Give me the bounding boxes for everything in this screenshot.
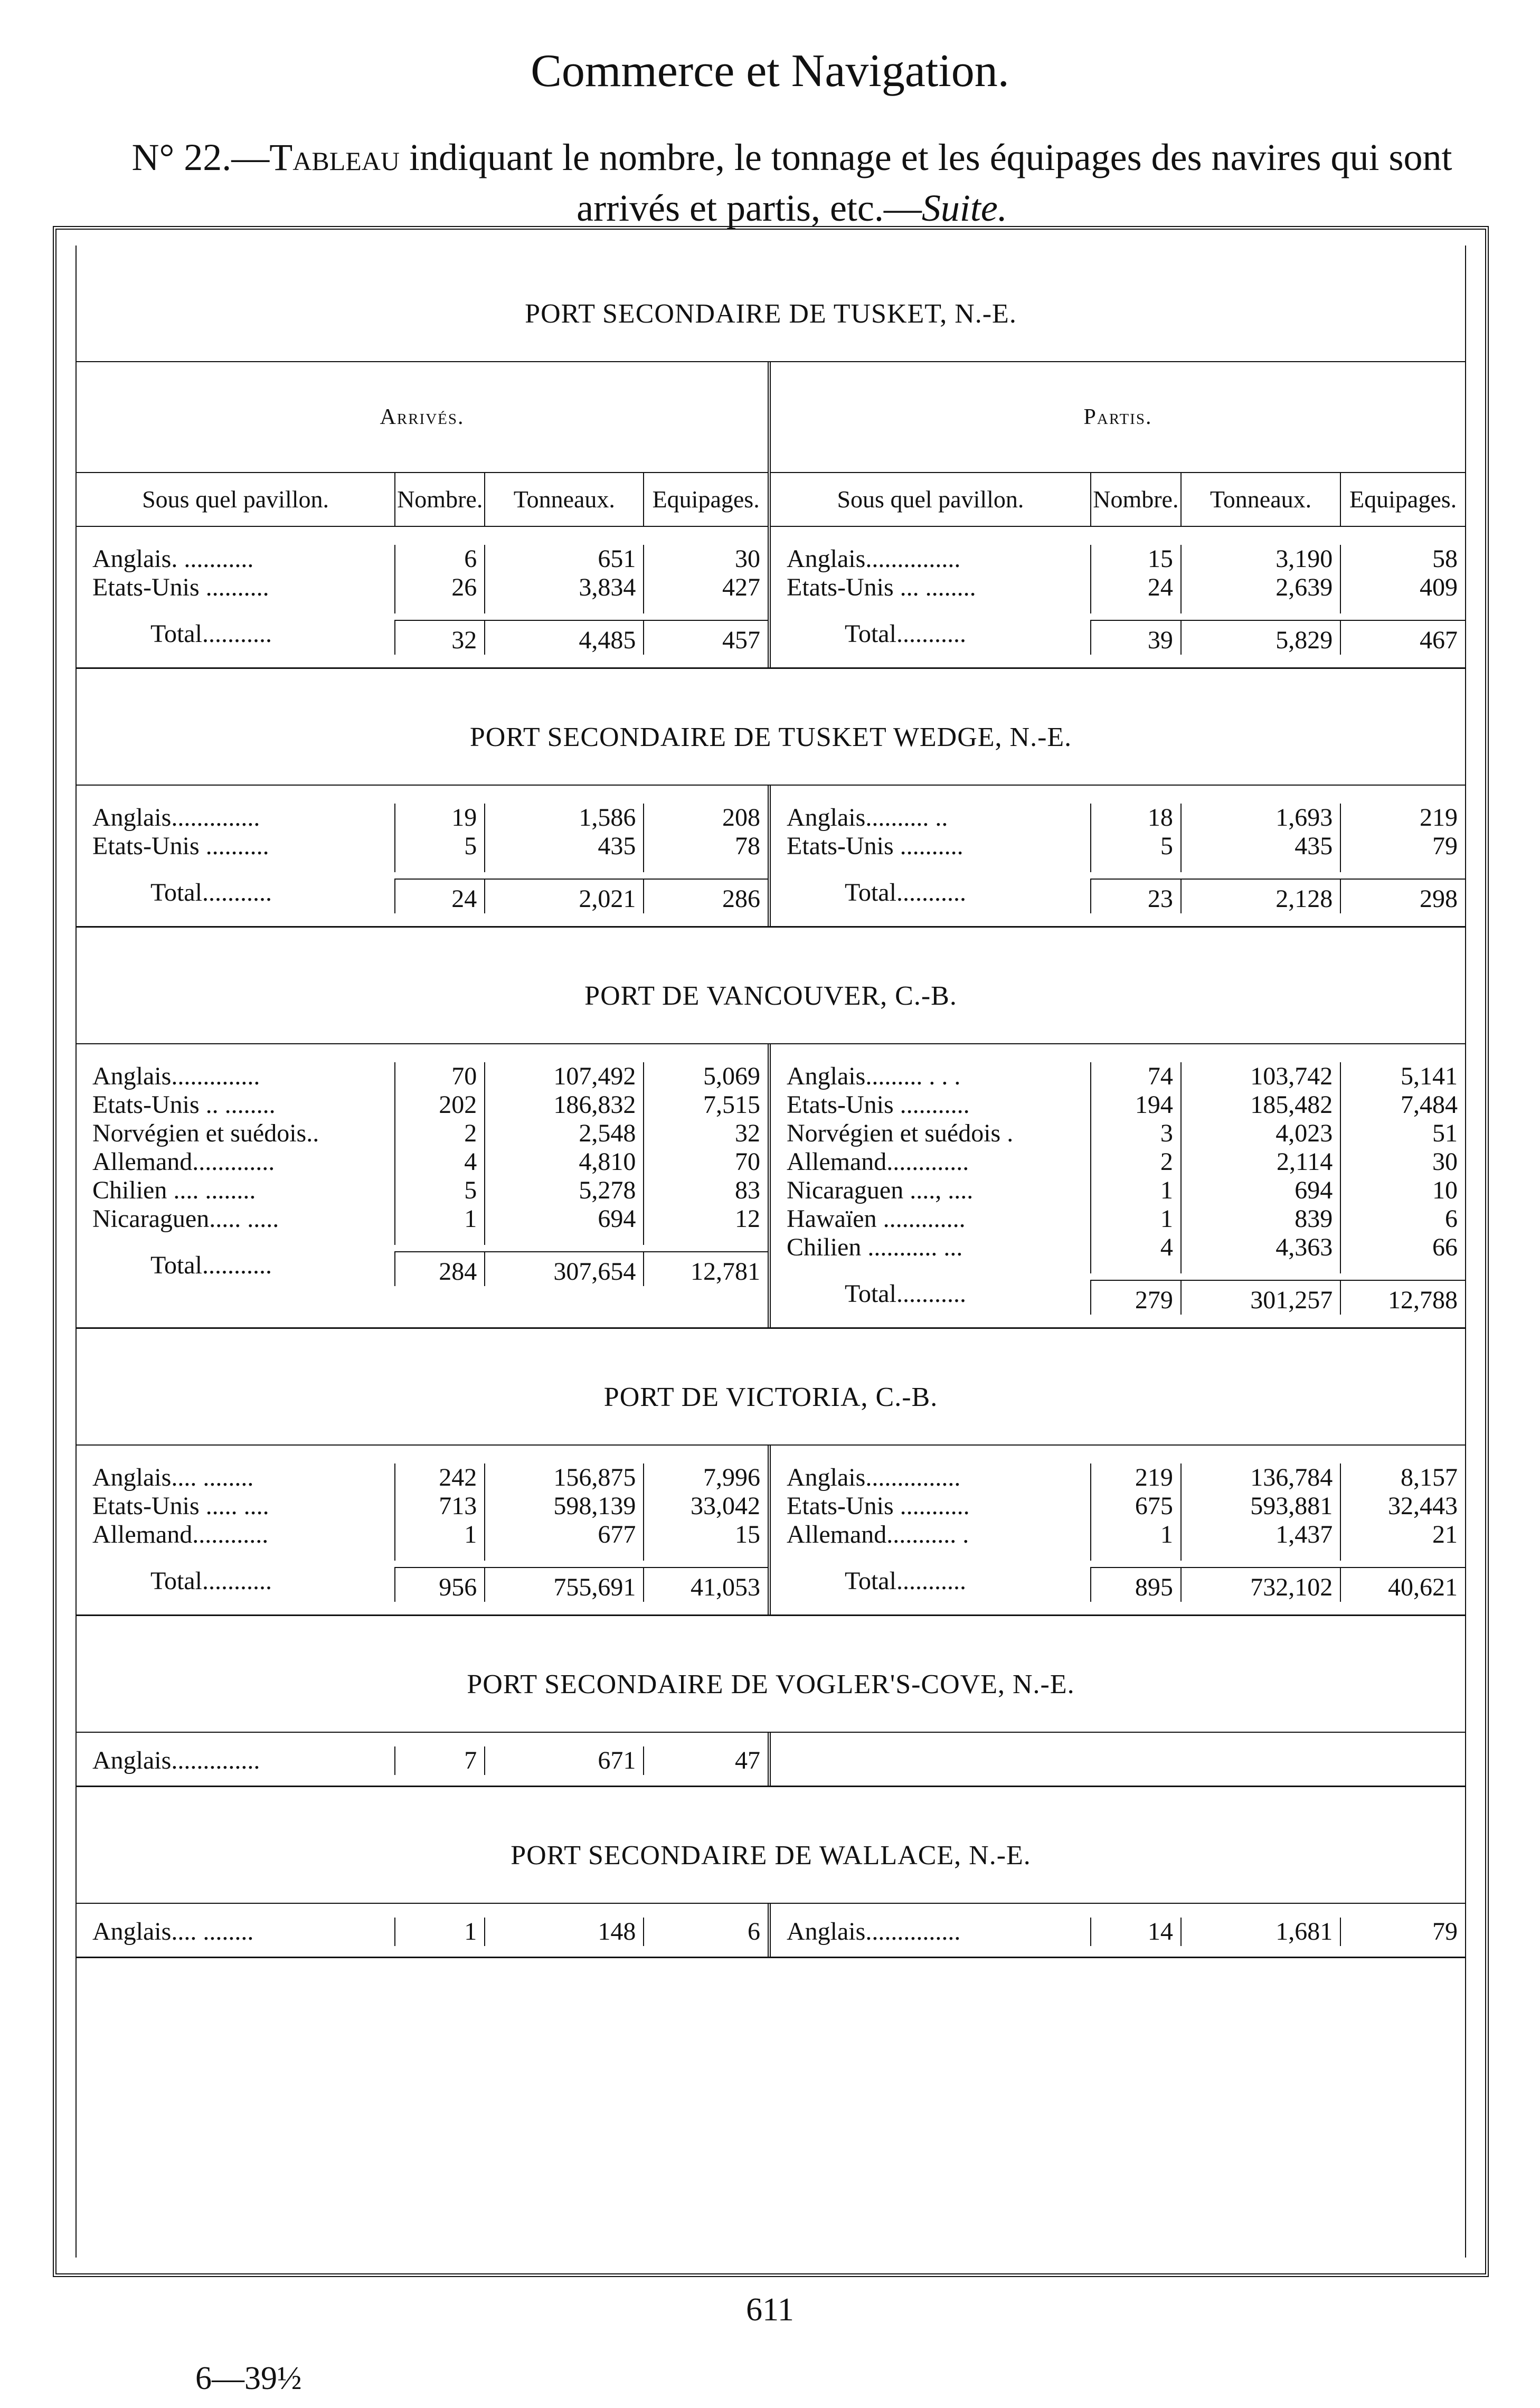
flag-cell: Anglais.......... .. — [787, 804, 948, 832]
spacer-cell — [771, 1262, 1090, 1273]
total-row — [771, 1273, 1465, 1315]
port-title: PORT SECONDAIRE DE TUSKET, N.-E. — [77, 245, 1465, 362]
tons-cell: 3,834 — [484, 573, 643, 602]
table-row — [771, 1205, 1465, 1233]
spacer-cell — [484, 861, 643, 872]
spacer-cell — [643, 1233, 768, 1245]
number-cell: 1 — [394, 1205, 484, 1233]
spacer-cell — [1340, 861, 1465, 872]
total-row — [77, 1561, 768, 1602]
tons-cell: 4,023 — [1180, 1119, 1340, 1148]
number-cell: 7 — [394, 1746, 484, 1775]
tons-cell: 1,586 — [484, 804, 643, 832]
port-section — [77, 245, 1465, 669]
table-row — [77, 1463, 768, 1492]
crews-cell: 30 — [643, 545, 768, 573]
tons-cell: 5,278 — [484, 1176, 643, 1205]
flag-cell: Allemand............ — [92, 1521, 269, 1548]
flag-cell: Etats-Unis ........... — [787, 1091, 970, 1119]
flag-cell: Allemand............. — [787, 1148, 969, 1176]
total-number: 279 — [1090, 1280, 1180, 1315]
tons-cell: 186,832 — [484, 1091, 643, 1119]
flag-cell: Anglais. ........... — [92, 545, 254, 573]
number-cell: 1 — [394, 1918, 484, 1946]
spacer-cell — [1180, 861, 1340, 872]
departed-half — [771, 1733, 1465, 1786]
table-row — [77, 1918, 768, 1946]
folio-mark: 6—39½ — [195, 2360, 302, 2396]
crews-cell: 30 — [1340, 1148, 1465, 1176]
arrived-half — [77, 1446, 771, 1614]
port-section — [77, 1616, 1465, 1787]
table-caption — [79, 132, 1505, 233]
tons-cell: 694 — [1180, 1176, 1340, 1205]
port-section — [77, 928, 1465, 1329]
spacer-cell — [1340, 602, 1465, 613]
spacer-cell — [771, 602, 1090, 613]
table-row — [771, 804, 1465, 832]
total-tons: 2,021 — [484, 879, 643, 913]
port-table-body — [77, 1733, 1465, 1787]
total-label: Total........... — [150, 1251, 272, 1279]
tons-cell: 4,810 — [484, 1148, 643, 1176]
tons-column-header: Tonneaux. — [1180, 473, 1340, 526]
number-cell: 19 — [394, 804, 484, 832]
spacer-cell — [1090, 1262, 1180, 1273]
crews-column-header: Equipages. — [1340, 473, 1465, 526]
flag-cell: Anglais......... . . . — [787, 1062, 961, 1090]
total-crews: 467 — [1340, 620, 1465, 655]
spacer-cell — [1340, 1262, 1465, 1273]
number-cell: 74 — [1090, 1062, 1180, 1091]
number-cell: 1 — [1090, 1176, 1180, 1205]
tableau-word: Tableau — [269, 136, 400, 178]
total-crews: 12,781 — [643, 1251, 768, 1286]
spacer-cell — [484, 1233, 643, 1245]
total-tons: 301,257 — [1180, 1280, 1340, 1315]
spacer-cell — [394, 1233, 484, 1245]
table-row — [771, 1521, 1465, 1549]
table-row — [771, 545, 1465, 573]
table-row — [77, 545, 768, 573]
spacer-cell — [394, 861, 484, 872]
total-tons: 5,829 — [1180, 620, 1340, 655]
rows-block — [771, 1904, 1465, 1957]
port-table-body — [77, 1044, 1465, 1329]
caption-text: indiquant le nombre, le tonnage et les équipages des navires qui sont arrivés et partis, etc.— — [400, 136, 1452, 229]
number-cell: 202 — [394, 1091, 484, 1119]
flag-cell: Anglais............... — [787, 1463, 961, 1491]
table-row — [77, 1176, 768, 1205]
port-table-body — [77, 362, 1465, 669]
rows-block — [771, 1044, 1465, 1327]
tons-cell: 136,784 — [1180, 1463, 1340, 1492]
rows-block — [77, 786, 768, 926]
tons-cell: 1,437 — [1180, 1521, 1340, 1549]
port-table-body — [77, 786, 1465, 928]
flag-cell: Chilien ........... ... — [787, 1233, 963, 1261]
page-number: 611 — [746, 2292, 794, 2328]
total-crews: 41,053 — [643, 1567, 768, 1602]
crews-cell: 6 — [643, 1918, 768, 1946]
total-tons: 4,485 — [484, 620, 643, 655]
port-section — [77, 1329, 1465, 1616]
number-cell: 6 — [394, 545, 484, 573]
rows-block — [77, 527, 768, 667]
crews-cell: 51 — [1340, 1119, 1465, 1148]
tons-cell: 4,363 — [1180, 1233, 1340, 1262]
crews-cell: 8,157 — [1340, 1463, 1465, 1492]
port-title: PORT DE VANCOUVER, C.-B. — [77, 928, 1465, 1044]
spacer-cell — [77, 1233, 394, 1245]
departed-heading: Partis. — [771, 362, 1465, 473]
tons-cell: 839 — [1180, 1205, 1340, 1233]
crews-cell: 83 — [643, 1176, 768, 1205]
number-cell: 14 — [1090, 1918, 1180, 1946]
spacer-cell — [643, 861, 768, 872]
table-row — [771, 1062, 1465, 1091]
number-cell: 15 — [1090, 545, 1180, 573]
total-number: 39 — [1090, 620, 1180, 655]
tons-cell: 677 — [484, 1521, 643, 1549]
spacer-cell — [1180, 1549, 1340, 1561]
total-number: 23 — [1090, 879, 1180, 913]
crews-cell: 12 — [643, 1205, 768, 1233]
departed-half — [771, 786, 1465, 926]
table-row — [77, 573, 768, 602]
suite-word: Suite. — [921, 187, 1007, 229]
tons-cell: 435 — [1180, 832, 1340, 861]
tons-cell: 2,639 — [1180, 573, 1340, 602]
tons-cell: 103,742 — [1180, 1062, 1340, 1091]
number-cell: 242 — [394, 1463, 484, 1492]
table-row — [77, 1521, 768, 1549]
table-row — [771, 832, 1465, 861]
table-row — [77, 1091, 768, 1119]
total-number: 32 — [394, 620, 484, 655]
number-cell: 18 — [1090, 804, 1180, 832]
rows-block — [77, 1044, 768, 1299]
number-cell: 194 — [1090, 1091, 1180, 1119]
crews-cell: 47 — [643, 1746, 768, 1775]
port-title: PORT DE VICTORIA, C.-B. — [77, 1329, 1465, 1446]
tons-cell: 3,190 — [1180, 545, 1340, 573]
departed-half — [771, 1044, 1465, 1327]
crews-cell: 7,996 — [643, 1463, 768, 1492]
crews-cell: 58 — [1340, 545, 1465, 573]
arrived-half — [77, 1904, 771, 1957]
flag-cell: Etats-Unis .......... — [92, 832, 269, 860]
total-row — [771, 872, 1465, 913]
crews-cell: 5,141 — [1340, 1062, 1465, 1091]
crews-cell: 79 — [1340, 832, 1465, 861]
total-tons: 732,102 — [1180, 1567, 1340, 1602]
departed-half — [771, 1446, 1465, 1614]
flag-cell: Etats-Unis ........... — [787, 1492, 970, 1520]
number-cell: 1 — [1090, 1205, 1180, 1233]
crews-cell: 78 — [643, 832, 768, 861]
total-label: Total........... — [150, 1567, 272, 1595]
number-cell: 5 — [394, 832, 484, 861]
spacer-cell — [1180, 1262, 1340, 1273]
arrived-half — [77, 786, 771, 926]
number-cell: 24 — [1090, 573, 1180, 602]
total-number: 284 — [394, 1251, 484, 1286]
tons-cell: 651 — [484, 545, 643, 573]
column-headers — [771, 473, 1465, 527]
number-cell: 4 — [394, 1148, 484, 1176]
table-row — [771, 1492, 1465, 1521]
total-tons: 755,691 — [484, 1567, 643, 1602]
spacer-row — [77, 861, 768, 872]
total-number: 956 — [394, 1567, 484, 1602]
tons-cell: 435 — [484, 832, 643, 861]
total-row — [77, 872, 768, 913]
number-cell: 219 — [1090, 1463, 1180, 1492]
port-title: PORT SECONDAIRE DE VOGLER'S-COVE, N.-E. — [77, 1616, 1465, 1733]
total-crews: 40,621 — [1340, 1567, 1465, 1602]
total-row — [77, 613, 768, 655]
tons-cell: 1,693 — [1180, 804, 1340, 832]
crews-cell: 15 — [643, 1521, 768, 1549]
rows-block — [771, 786, 1465, 926]
tons-column-header: Tonneaux. — [484, 473, 643, 526]
flag-cell: Etats-Unis .......... — [92, 573, 269, 601]
spacer-cell — [77, 1549, 394, 1561]
table-row — [77, 1148, 768, 1176]
total-tons: 307,654 — [484, 1251, 643, 1286]
crews-cell: 5,069 — [643, 1062, 768, 1091]
rows-block — [771, 527, 1465, 667]
tons-cell: 1,681 — [1180, 1918, 1340, 1946]
total-number: 24 — [394, 879, 484, 913]
number-cell: 1 — [1090, 1521, 1180, 1549]
port-title: PORT SECONDAIRE DE WALLACE, N.-E. — [77, 1787, 1465, 1904]
spacer-row — [771, 1262, 1465, 1273]
number-cell: 3 — [1090, 1119, 1180, 1148]
crews-cell: 219 — [1340, 804, 1465, 832]
table-row — [77, 1492, 768, 1521]
flag-cell: Anglais.............. — [92, 1746, 260, 1774]
total-label: Total........... — [150, 620, 272, 648]
flag-cell: Etats-Unis ... ........ — [787, 573, 976, 601]
total-number: 895 — [1090, 1567, 1180, 1602]
flag-cell: Anglais............... — [787, 545, 961, 573]
crews-column-header: Equipages. — [643, 473, 768, 526]
flag-cell: Nicaraguen ...., .... — [787, 1176, 974, 1204]
flag-cell: Etats-Unis .......... — [787, 832, 963, 860]
tons-cell: 694 — [484, 1205, 643, 1233]
number-column-header: Nombre. — [394, 473, 484, 526]
arrived-half — [77, 1733, 771, 1786]
ports-table — [75, 245, 1466, 2258]
number-cell: 675 — [1090, 1492, 1180, 1521]
spacer-cell — [394, 602, 484, 613]
flag-cell: Anglais.... ........ — [92, 1463, 254, 1491]
crews-cell: 79 — [1340, 1918, 1465, 1946]
flag-cell: Anglais............... — [787, 1918, 961, 1946]
table-row — [77, 832, 768, 861]
total-label: Total........... — [845, 879, 966, 906]
crews-cell: 7,484 — [1340, 1091, 1465, 1119]
spacer-cell — [484, 1549, 643, 1561]
spacer-cell — [394, 1549, 484, 1561]
spacer-row — [77, 602, 768, 613]
tons-cell: 156,875 — [484, 1463, 643, 1492]
table-row — [77, 1062, 768, 1091]
arrived-half — [77, 1044, 771, 1327]
crews-cell: 66 — [1340, 1233, 1465, 1262]
departed-half — [771, 362, 1465, 667]
arrived-heading: Arrivés. — [77, 362, 768, 473]
number-cell: 1 — [394, 1521, 484, 1549]
total-crews: 286 — [643, 879, 768, 913]
tons-cell: 593,881 — [1180, 1492, 1340, 1521]
spacer-cell — [1180, 602, 1340, 613]
crews-cell: 10 — [1340, 1176, 1465, 1205]
crews-cell: 6 — [1340, 1205, 1465, 1233]
spacer-cell — [771, 1549, 1090, 1561]
total-label: Total........... — [150, 879, 272, 906]
table-row — [771, 1091, 1465, 1119]
spacer-cell — [1090, 861, 1180, 872]
table-row — [771, 1176, 1465, 1205]
arrived-half — [77, 362, 771, 667]
total-row — [771, 613, 1465, 655]
column-headers — [77, 473, 768, 527]
crews-cell: 32,443 — [1340, 1492, 1465, 1521]
flag-column-header: Sous quel pavillon. — [142, 486, 329, 513]
spacer-cell — [643, 602, 768, 613]
crews-cell: 70 — [643, 1148, 768, 1176]
number-cell: 2 — [394, 1119, 484, 1148]
port-section — [77, 1787, 1465, 1958]
total-label: Total........... — [845, 1280, 966, 1308]
rows-block — [77, 1733, 768, 1786]
total-crews: 298 — [1340, 879, 1465, 913]
flag-cell: Allemand............. — [92, 1148, 275, 1176]
crews-cell: 409 — [1340, 573, 1465, 602]
flag-cell: Hawaïen ............. — [787, 1205, 966, 1233]
flag-cell: Anglais.............. — [92, 1062, 260, 1090]
crews-cell: 7,515 — [643, 1091, 768, 1119]
port-title: PORT SECONDAIRE DE TUSKET WEDGE, N.-E. — [77, 669, 1465, 786]
tons-cell: 185,482 — [1180, 1091, 1340, 1119]
spacer-cell — [484, 602, 643, 613]
spacer-row — [771, 602, 1465, 613]
rows-block — [771, 1733, 1465, 1757]
table-number: N° 22.— — [131, 136, 270, 178]
total-label: Total........... — [845, 1567, 966, 1595]
flag-cell: Allemand........... . — [787, 1521, 969, 1548]
table-frame — [53, 226, 1489, 2277]
number-cell: 713 — [394, 1492, 484, 1521]
total-label: Total........... — [845, 620, 966, 648]
crews-cell: 32 — [643, 1119, 768, 1148]
table-row — [771, 1918, 1465, 1946]
tons-cell: 148 — [484, 1918, 643, 1946]
spacer-row — [771, 1549, 1465, 1561]
number-cell: 5 — [1090, 832, 1180, 861]
flag-cell: Nicaraguen..... ..... — [92, 1205, 279, 1233]
rows-block — [771, 1446, 1465, 1614]
number-cell: 4 — [1090, 1233, 1180, 1262]
table-row — [771, 1148, 1465, 1176]
spacer-cell — [771, 861, 1090, 872]
spacer-cell — [643, 1549, 768, 1561]
total-tons: 2,128 — [1180, 879, 1340, 913]
spacer-cell — [77, 861, 394, 872]
flag-cell: Norvégien et suédois.. — [92, 1119, 319, 1147]
spacer-row — [771, 861, 1465, 872]
page-title: Commerce et Navigation. — [531, 45, 1009, 97]
crews-cell: 208 — [643, 804, 768, 832]
rows-block — [77, 1446, 768, 1614]
table-row — [771, 1119, 1465, 1148]
number-cell: 70 — [394, 1062, 484, 1091]
table-row — [771, 1233, 1465, 1262]
table-row — [77, 804, 768, 832]
table-row — [77, 1746, 768, 1775]
tons-cell: 107,492 — [484, 1062, 643, 1091]
spacer-row — [77, 1549, 768, 1561]
number-column-header: Nombre. — [1090, 473, 1180, 526]
number-cell: 2 — [1090, 1148, 1180, 1176]
port-table-body — [77, 1446, 1465, 1616]
tons-cell: 598,139 — [484, 1492, 643, 1521]
flag-cell: Anglais.............. — [92, 804, 260, 832]
spacer-row — [77, 1233, 768, 1245]
departed-half — [771, 1904, 1465, 1957]
number-cell: 26 — [394, 573, 484, 602]
flag-cell: Etats-Unis ..... .... — [92, 1492, 269, 1520]
table-row — [77, 1119, 768, 1148]
flag-column-header: Sous quel pavillon. — [837, 486, 1024, 513]
table-row — [771, 1463, 1465, 1492]
port-table-body — [77, 1904, 1465, 1958]
flag-cell: Etats-Unis .. ........ — [92, 1091, 276, 1119]
total-row — [771, 1561, 1465, 1602]
number-cell: 5 — [394, 1176, 484, 1205]
tons-cell: 671 — [484, 1746, 643, 1775]
spacer-cell — [1090, 1549, 1180, 1561]
spacer-cell — [1340, 1549, 1465, 1561]
tons-cell: 2,114 — [1180, 1148, 1340, 1176]
flag-cell: Norvégien et suédois . — [787, 1119, 1014, 1147]
table-row — [771, 573, 1465, 602]
total-row — [77, 1245, 768, 1286]
tons-cell: 2,548 — [484, 1119, 643, 1148]
flag-cell: Anglais.... ........ — [92, 1918, 254, 1946]
spacer-cell — [1090, 602, 1180, 613]
total-crews: 457 — [643, 620, 768, 655]
table-row — [77, 1205, 768, 1233]
total-crews: 12,788 — [1340, 1280, 1465, 1315]
crews-cell: 427 — [643, 573, 768, 602]
spacer-cell — [77, 602, 394, 613]
port-section — [77, 669, 1465, 928]
crews-cell: 33,042 — [643, 1492, 768, 1521]
flag-cell: Chilien .... ........ — [92, 1176, 256, 1204]
crews-cell: 21 — [1340, 1521, 1465, 1549]
rows-block — [77, 1904, 768, 1957]
